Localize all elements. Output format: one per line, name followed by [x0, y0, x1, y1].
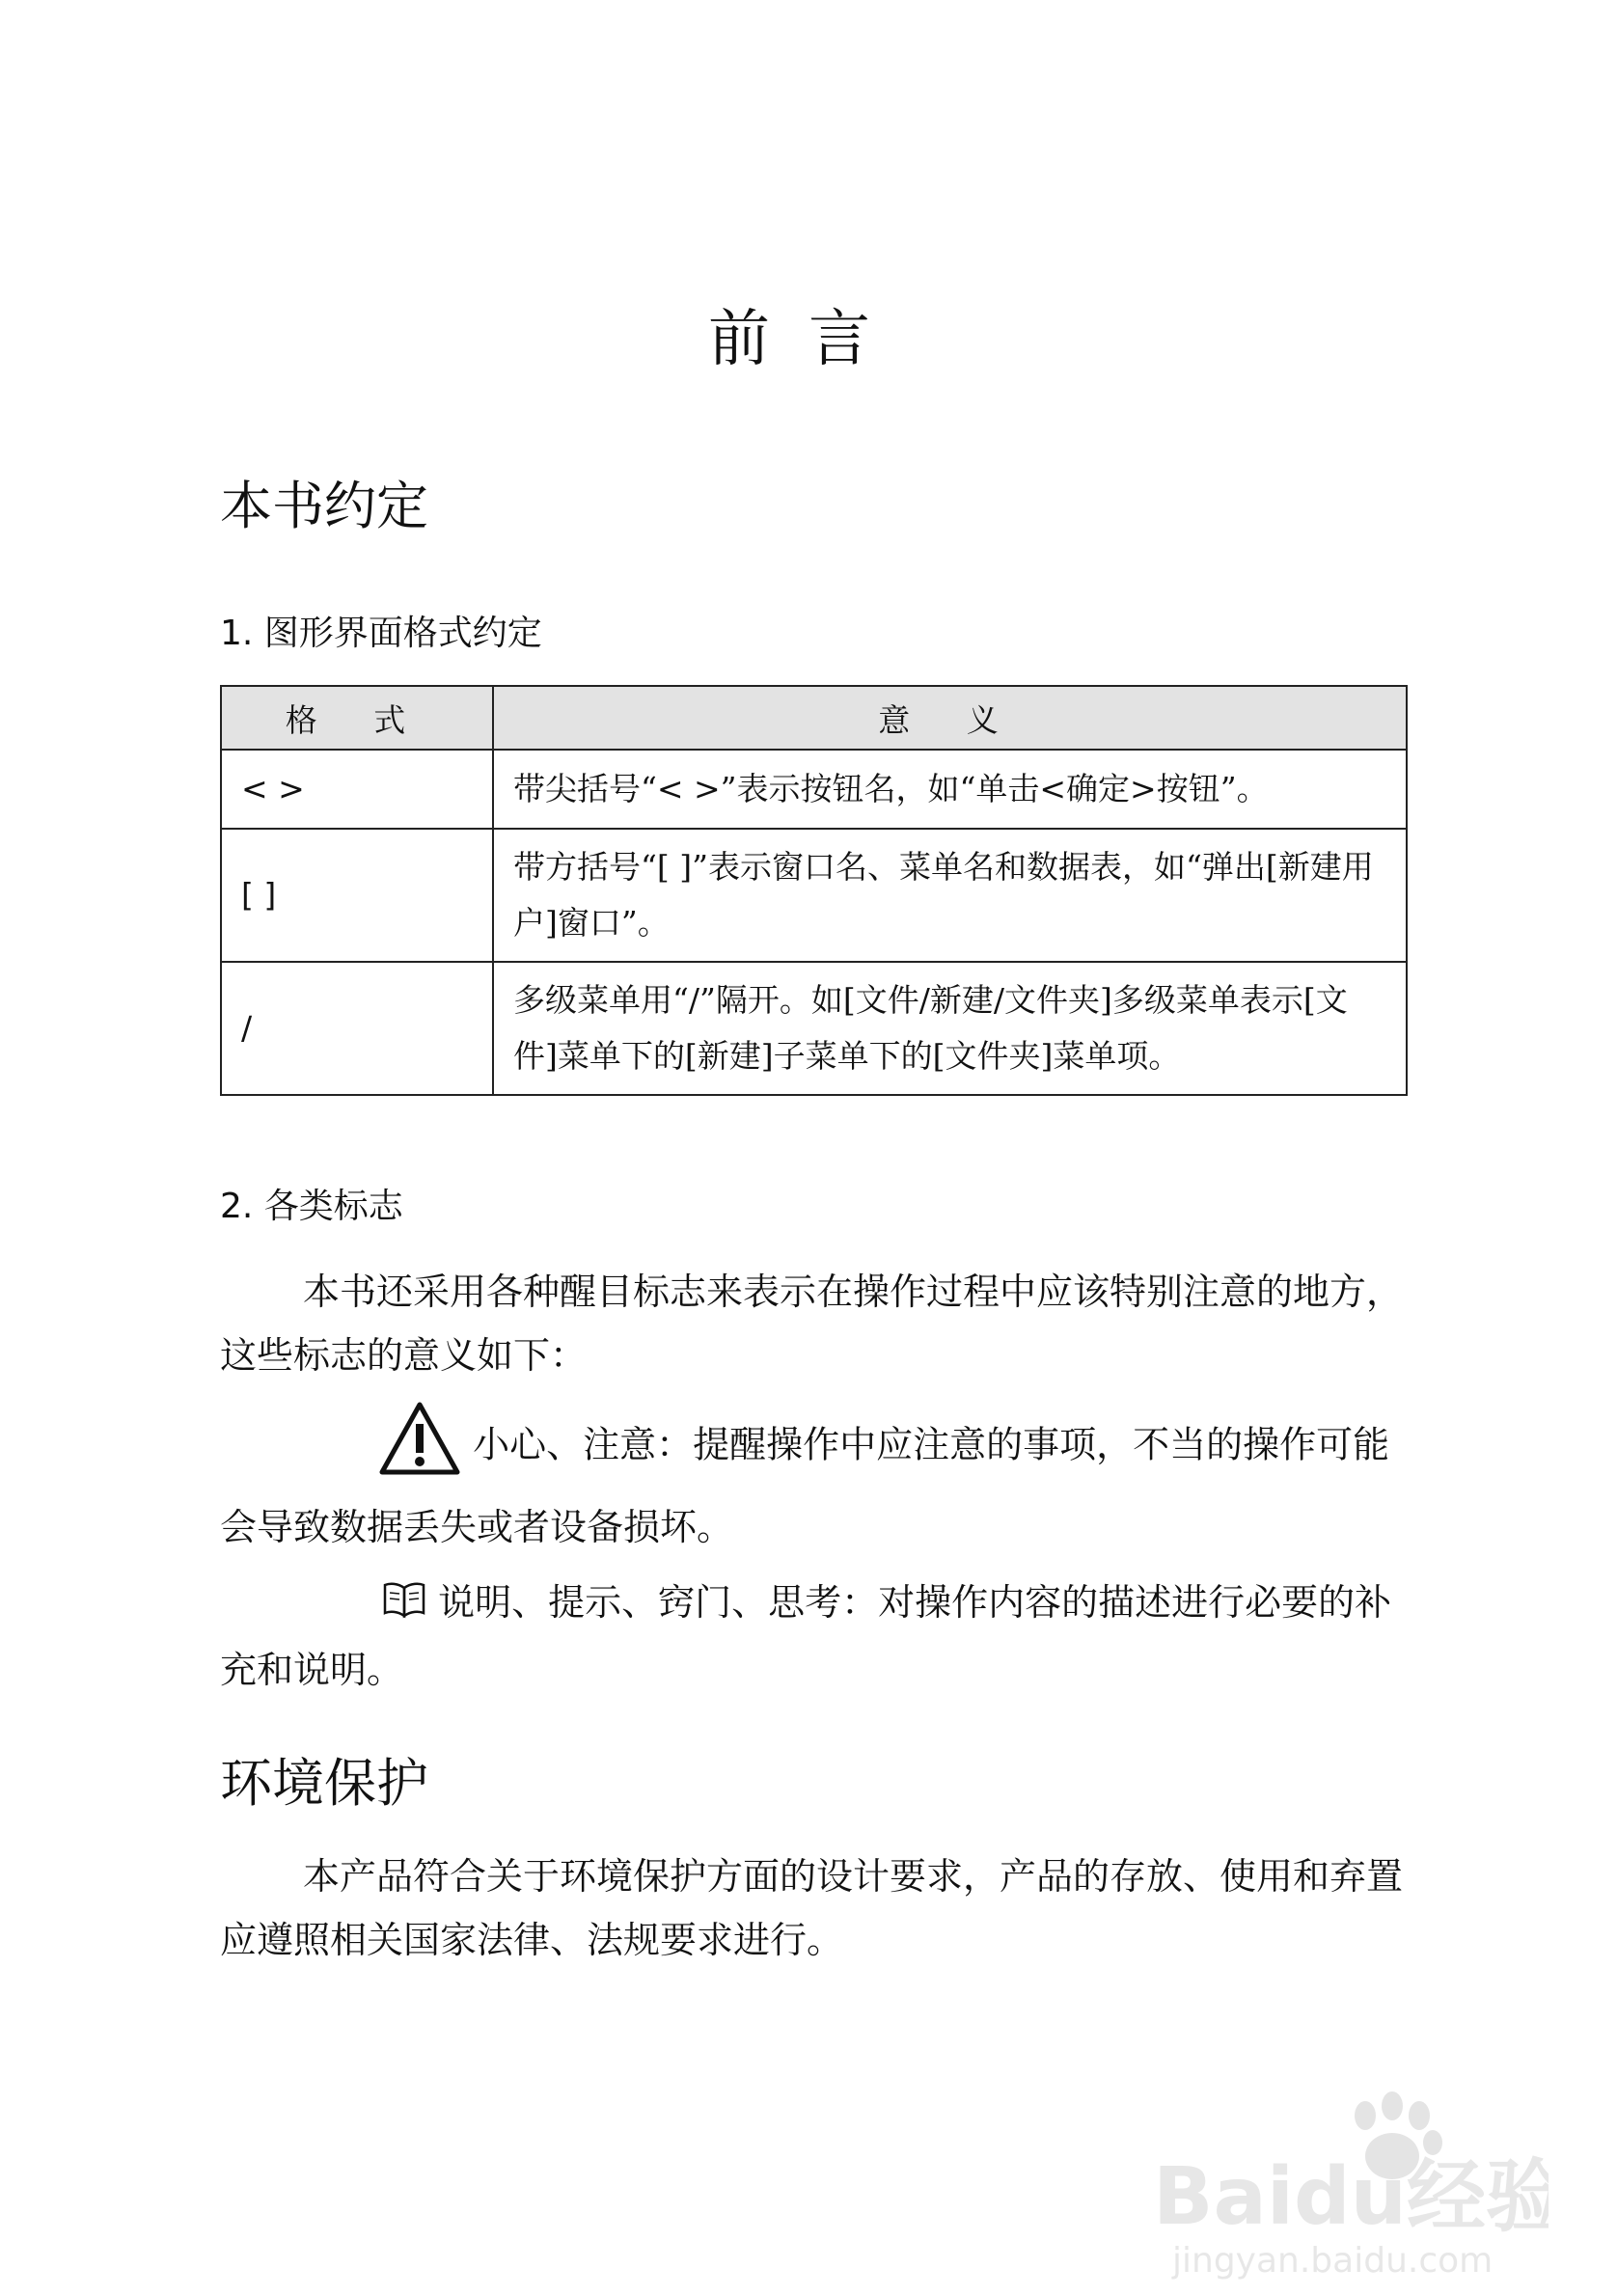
table-header-cell: 意 义: [493, 686, 1407, 750]
caution-text: 提醒操作中应注意的事项，不当的操作可能会导致数据丢失或者设备损坏。: [220, 1423, 1390, 1548]
caution-note: [220, 1401, 1408, 1559]
page-title: 前言: [708, 304, 909, 375]
table-row: [221, 750, 1407, 829]
table-row: [221, 962, 1407, 1095]
subheading-gui-format: 1. 图形界面格式约定: [220, 614, 542, 653]
subheading-signs: 2. 各类标志: [220, 1187, 403, 1226]
caution-label: 小心、注意：: [473, 1423, 694, 1466]
note-label: 说明、提示、窍门、思考：: [438, 1581, 879, 1624]
watermark-url: jingyan.baidu.com: [1172, 2241, 1494, 2281]
meaning-cell: 带尖括号“< >”表示按钮名，如“单击<确定>按钮”。: [493, 750, 1407, 829]
environment-paragraph: 本产品符合关于环境保护方面的设计要求，产品的存放、使用和弃置应遵照相关国家法律、法规要求进行。: [220, 1855, 1404, 1961]
watermark-brand: Baidu经验: [1153, 2151, 1548, 2243]
info-note: [220, 1571, 1408, 1702]
note-text: 对操作内容的描述进行必要的补充和说明。: [220, 1581, 1392, 1691]
signs-intro-paragraph: 本书还采用各种醒目标志来表示在操作过程中应该特别注意的地方，这些标志的意义如下：: [220, 1271, 1404, 1377]
format-cell: < >: [221, 750, 493, 829]
format-cell: /: [221, 962, 493, 1095]
section-heading-environment: 环境保护: [220, 1753, 428, 1814]
section-heading-conventions: 本书约定: [220, 476, 428, 536]
meaning-cell: 带方括号“[ ]”表示窗口名、菜单名和数据表，如“弹出[新建用户]窗口”。: [493, 829, 1407, 962]
table-header-row: [221, 686, 1407, 750]
table-header-cell: 格 式: [221, 686, 493, 750]
baidu-watermark: [1143, 2079, 1548, 2282]
format-convention-table: [220, 685, 1408, 1096]
warning-triangle-icon: [299, 1401, 461, 1495]
meaning-cell: 多级菜单用“/”隔开。如[文件/新建/文件夹]多级菜单表示[文件]菜单下的[新建]子菜单下的[文件夹]菜单项。: [493, 962, 1407, 1095]
open-book-icon: [301, 1574, 426, 1638]
format-cell: [ ]: [221, 829, 493, 962]
table-row: [221, 829, 1407, 962]
